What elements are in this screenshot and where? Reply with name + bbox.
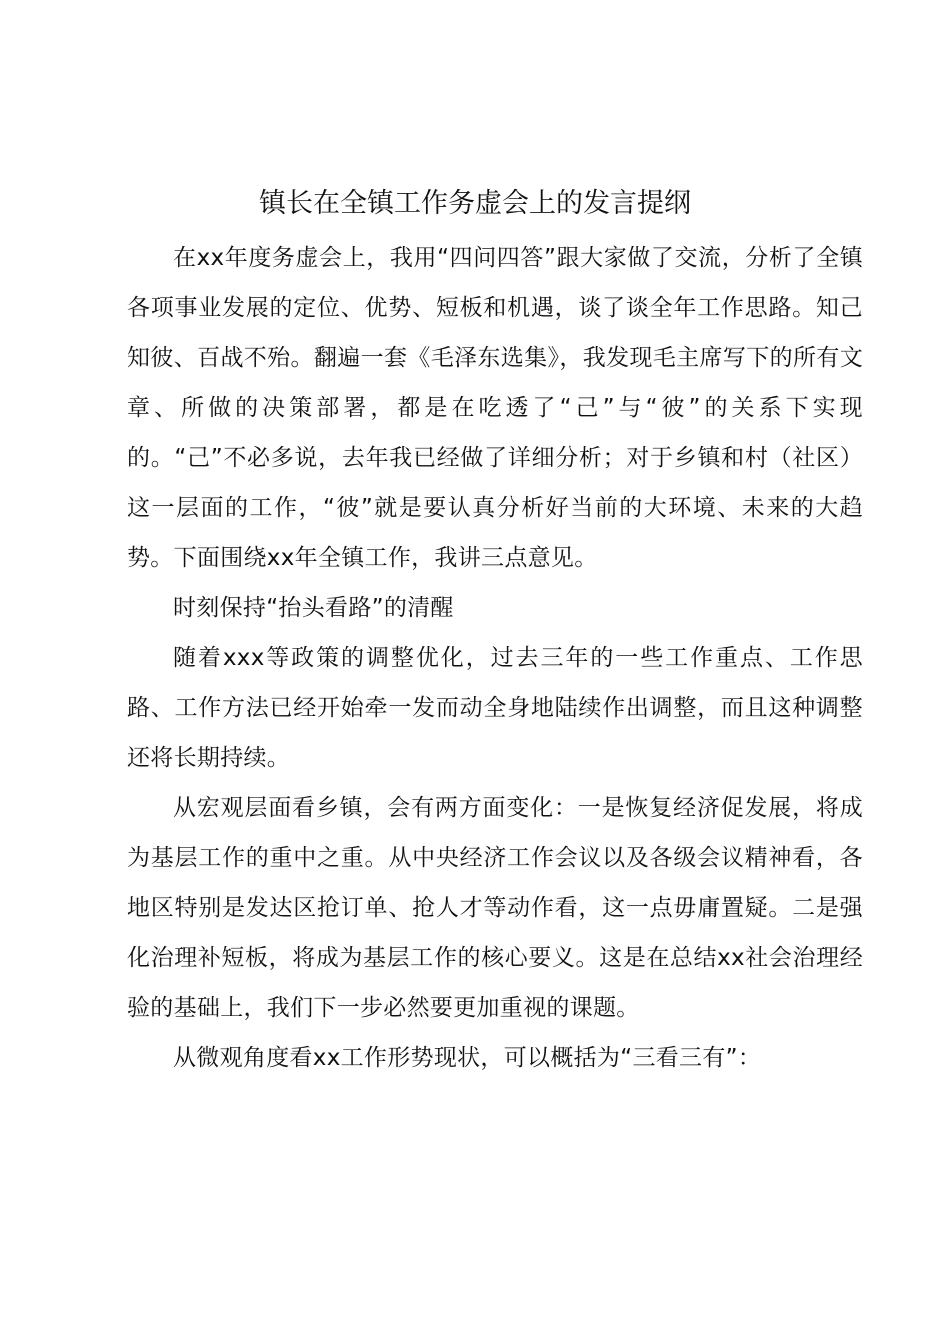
- paragraph-intro: 在xx年度务虚会上，我用“四问四答”跟大家做了交流，分析了全镇各项事业发展的定位、优势、短板和机遇，谈了谈全年工作思路。知己知彼、百战不殆。翻遍一套《毛泽东选集》，我发现毛主席写下的所有文章、所做的决策部署，都是在吃透了“己”与“彼”的关系下实现的。“己”不必多说，去年我已经做了详细分析；对于乡镇和村（社区）这一层面的工作，“彼”就是要认真分析好当前的大环境、未来的大趋势。下面围绕xx年全镇工作，我讲三点意见。: [127, 245, 863, 571]
- document-body: [127, 233, 863, 1083]
- section-heading: 时刻保持“抬头看路”的清醒: [173, 595, 454, 621]
- paragraph-policy-adjustment: 随着xxx等政策的调整优化，过去三年的一些工作重点、工作思路、工作方法已经开始牵一发而动全身地陆续作出调整，而且这种调整还将长期持续。: [127, 645, 863, 771]
- paragraph-macro-view: 从宏观层面看乡镇，会有两方面变化：一是恢复经济促发展，将成为基层工作的重中之重。从中央经济工作会议以及各级会议精神看，各地区特别是发达区抢订单、抢人才等动作看，这一点毋庸置疑。二是强化治理补短板，将成为基层工作的核心要义。这是在总结xx社会治理经验的基础上，我们下一步必然要更加重视的课题。: [127, 795, 863, 1021]
- paragraph-micro-view: 从微观角度看xx工作形势现状，可以概括为“三看三有”：: [173, 1045, 762, 1071]
- document-title: 镇长在全镇工作务虚会上的发言提纲: [259, 188, 691, 219]
